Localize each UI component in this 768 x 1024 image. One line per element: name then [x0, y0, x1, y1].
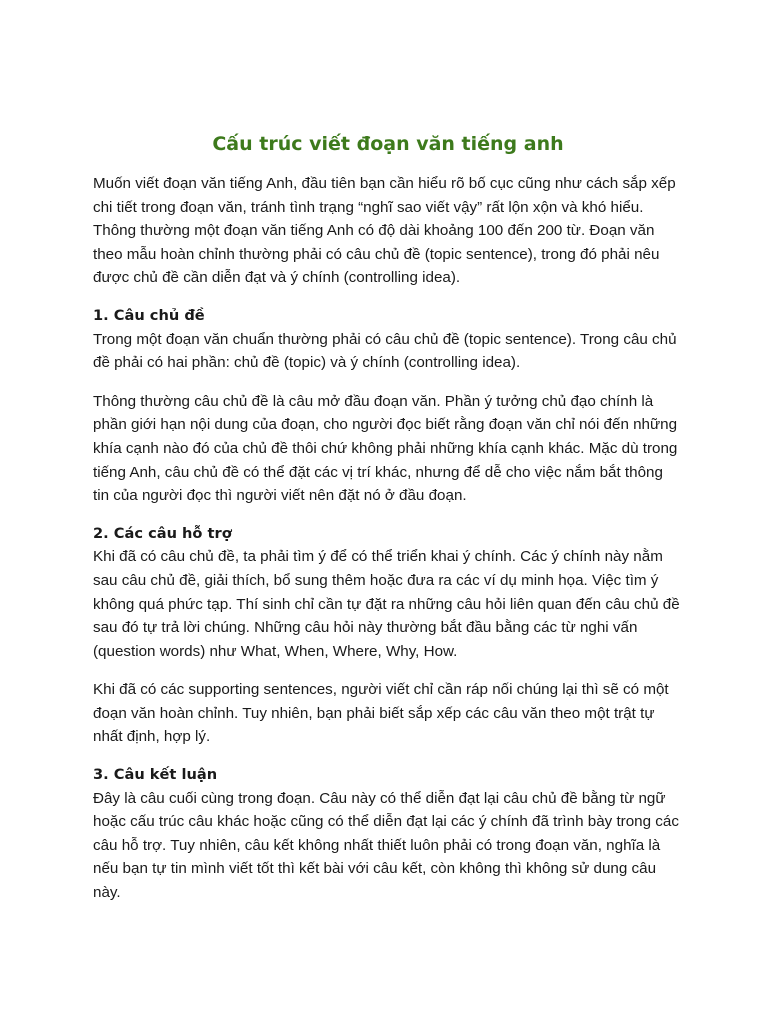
- section-paragraph: Khi đã có câu chủ đề, ta phải tìm ý để có thể triển khai ý chính. Các ý chính này nằm sau câu chủ đề, giải thích, bổ sung thêm hoặc đưa ra các ví dụ minh họa. Việc tìm ý không quá phức tạp. Thí sinh chỉ cần tự đặt ra những câu hỏi liên quan đến câu chủ đề sau đó tự trả lời chúng. Những câu hỏi này thường bắt đầu bằng các từ nghi vấn (question words) như What, When, Where, Why, How.: [93, 548, 680, 660]
- section-paragraph: Khi đã có các supporting sentences, người viết chỉ cần ráp nối chúng lại thì sẽ có một đoạn văn hoàn chỉnh. Tuy nhiên, bạn phải biết sắp xếp các câu văn theo một trật tự nhất định, hợp lý.: [93, 681, 669, 746]
- section-paragraph: Thông thường câu chủ đề là câu mở đầu đoạn văn. Phần ý tưởng chủ đạo chính là phần giới hạn nội dung của đoạn, cho người đọc biết rằng đoạn văn chỉ nói đến những khía cạnh nào đó của chủ đề thôi chứ không phải những khía cạnh khác. Mặc dù trong tiếng Anh, câu chủ đề có thể đặt các vị trí khác, nhưng để dễ cho việc nắm bắt thông tin của người đọc thì người viết nên đặt nó ở đầu đoạn.: [93, 392, 678, 505]
- document-title: Cấu trúc viết đoạn văn tiếng anh: [212, 133, 564, 155]
- section-paragraph: Đây là câu cuối cùng trong đoạn. Câu này có thể diễn đạt lại câu chủ đề bằng từ ngữ hoặc cấu trúc câu khác hoặc cũng có thể diễn đạt lại các ý chính đã trình bày trong các câu hỗ trợ. Tuy nhiên, câu kết không nhất thiết luôn phải có trong đoạn văn, nghĩa là nếu bạn tự tin mình viết tốt thì kết bài với câu kết, còn không thì không sử dung câu này.: [93, 789, 679, 902]
- document-page: [93, 130, 683, 905]
- section-heading: 1. Câu chủ đề: [93, 306, 205, 324]
- section-supporting-sentences: [93, 522, 683, 749]
- section-paragraph: Trong một đoạn văn chuẩn thường phải có câu chủ đề (topic sentence). Trong câu chủ đề phải có hai phần: chủ đề (topic) và ý chính (controlling idea).: [93, 330, 677, 372]
- section-heading: 2. Các câu hỗ trợ: [93, 524, 232, 542]
- section-heading: 3. Câu kết luận: [93, 766, 218, 784]
- section-concluding-sentence: [93, 763, 683, 905]
- intro-paragraph: Muốn viết đoạn văn tiếng Anh, đầu tiên bạn cần hiểu rõ bố cục cũng như cách sắp xếp chi tiết trong đoạn văn, tránh tình trạng “nghĩ sao viết vậy” rất lộn xộn và khó hiểu. Thông thường một đoạn văn tiếng Anh có độ dài khoảng 100 đến 200 từ. Đoạn văn theo mẫu hoàn chỉnh thường phải có câu chủ đề (topic sentence), trong đó phải nêu được chủ đề cần diễn đạt và ý chính (controlling idea).: [93, 175, 676, 287]
- section-topic-sentence: [93, 304, 683, 508]
